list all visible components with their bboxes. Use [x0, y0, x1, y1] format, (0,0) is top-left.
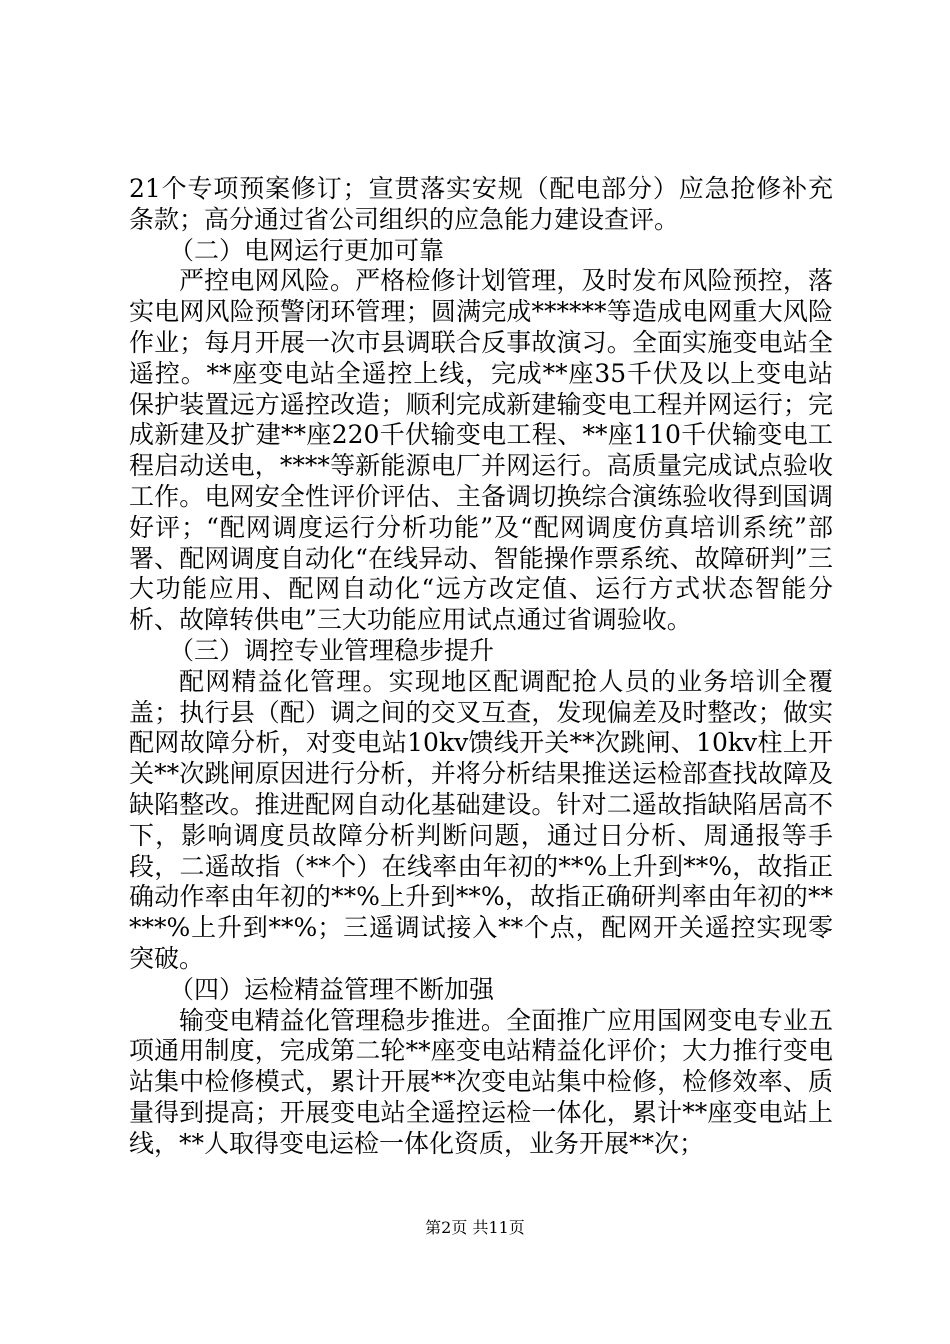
document-body — [129, 174, 833, 1160]
page-number-footer: 第2页 共11页 — [425, 1218, 525, 1237]
section-heading-3: （三）调控专业管理稳步提升 — [169, 635, 495, 665]
paragraph-maintenance-management: 输变电精益化管理稳步推进。全面推广应用国网变电专业五项通用制度，完成第二轮**座变电站精益化评价；大力推行变电站集中检修模式，累计开展**次变电站集中检修，检修效率、质量得到提高；开展变电站全遥控运检一体化，累计**座变电站上线，**人取得变电运检一体化资质，业务开展**次； — [129, 1005, 833, 1158]
paragraph-distribution-management: 配网精益化管理。实现地区配调配抢人员的业务培训全覆盖；执行县（配）调之间的交叉互查，发现偏差及时整改；做实配网故障分析，对变电站10kv馈线开关**次跳闸、10kv柱上开关**次跳闸原因进行分析，并将分析结果推送运检部查找故障及缺陷整改。推进配网自动化基础建设。针对二遥故指缺陷居高不下，影响调度员故障分析判断问题，通过日分析、周通报等手段，二遥故指（**个）在线率由年初的**%上升到**%，故指正确动作率由年初的**%上升到**%，故指正确研判率由年初的*****%上升到**%；三遥调试接入**个点，配网开关遥控实现零突破。 — [129, 666, 833, 973]
section-heading-4: （四）运检精益管理不断加强 — [169, 974, 495, 1004]
paragraph-grid-operation: 严控电网风险。严格检修计划管理，及时发布风险预控，落实电网风险预警闭环管理；圆满完成******等造成电网重大风险作业；每月开展一次市县调联合反事故演习。全面实施变电站全遥控。**座变电站全遥控上线，完成**座35千伏及以上变电站保护装置远方遥控改造；顺利完成新建输变电工程并网运行；完成新建及扩建**座220千伏输变电工程、**座110千伏输变电工程启动送电，****等新能源电厂并网运行。高质量完成试点验收工作。电网安全性评价评估、主备调切换综合演练验收得到国调好评；“配网调度运行分析功能”及“配网调度仿真培训系统”部署、配网调度自动化“在线异动、智能操作票系统、故障研判”三大功能应用、配网自动化“远方改定值、运行方式状态智能分析、故障转供电”三大功能应用试点通过省调验收。 — [129, 266, 833, 635]
section-heading-2: （二）电网运行更加可靠 — [169, 235, 445, 265]
paragraph-continuation: 21个专项预案修订；宣贯落实安规（配电部分）应急抢修补充条款；高分通过省公司组织的应急能力建设查评。 — [129, 174, 833, 234]
